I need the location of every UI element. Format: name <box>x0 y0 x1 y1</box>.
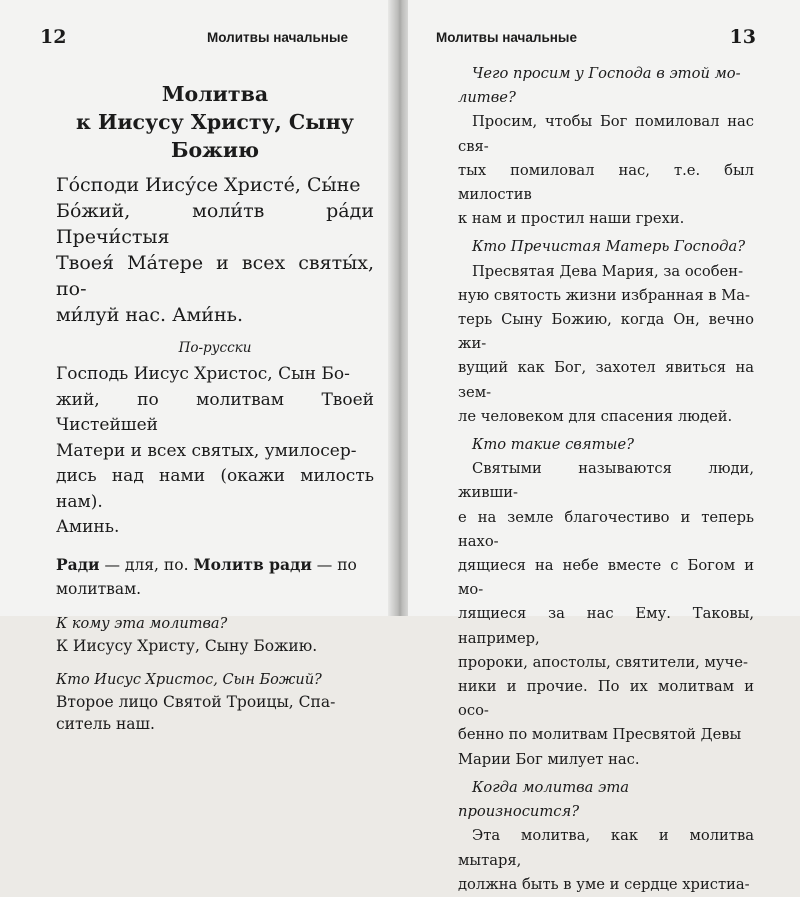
left-page <box>0 0 392 733</box>
answer-line: Просим, чтобы Бог помиловал нас свя- <box>458 113 754 155</box>
question-line: Чего просим у Господа в этой мо- <box>472 65 741 82</box>
answer-line: Второе лицо Святой Троицы, Спа- <box>56 692 336 711</box>
answer-line: е на земле благочестиво и теперь нахо- <box>458 508 754 550</box>
question-line: Кто Пречистая Матерь Господа? <box>472 238 746 256</box>
question-line: литве? <box>458 89 516 107</box>
left-running-header: Молитвы начальные <box>207 30 348 45</box>
translation-line: Матери и всех святых, умилосер- <box>56 440 357 461</box>
gloss-term: Молитв ради <box>193 554 312 574</box>
right-page-number: 13 <box>729 26 756 48</box>
gloss-line: молитвам. <box>56 579 142 598</box>
answer-line: ную святость жизни избранная в Ма- <box>458 286 750 304</box>
prayer-text <box>56 172 374 328</box>
translation-line: Аминь. <box>56 517 120 537</box>
answer-line: тых помиловал нас, т.е. был милостив <box>458 161 754 204</box>
answer-line: Пресвятая Дева Мария, за особен- <box>472 262 744 280</box>
qa-block <box>458 776 754 897</box>
translation-line: жий, по молитвам Твоей Чистейшей <box>56 389 374 435</box>
prayer-title-line: к Иисусу Христу, Сыну <box>76 110 354 134</box>
prayer-line: Го́споди Иису́се Христе́, Сы́не <box>56 174 361 196</box>
left-page-header <box>0 26 392 50</box>
prayer-line: ми́луй нас. Ами́нь. <box>56 304 243 326</box>
question-line: Кто такие святые? <box>472 436 635 454</box>
question: Кто Иисус Христос, Сын Божий? <box>56 671 322 688</box>
left-page-body <box>56 80 374 735</box>
answer-line: пророки, апостолы, святители, муче- <box>458 653 748 671</box>
qa-block <box>56 613 374 657</box>
answer: К Иисусу Христу, Сыну Божию. <box>56 636 318 655</box>
translation-line: Господь Иисус Христос, Сын Бо- <box>56 364 350 384</box>
right-page-header <box>408 26 800 50</box>
prayer-line: Бо́жий, моли́тв ра́ди Пречи́стыя <box>56 200 374 248</box>
answer-line: дящиеся на небе вместе с Богом и мо- <box>458 557 754 599</box>
translation-text <box>56 362 374 541</box>
right-running-header: Молитвы начальные <box>436 30 577 45</box>
left-page-number: 12 <box>40 26 67 48</box>
answer-line: бенно по молитвам Пресвятой Девы <box>458 726 742 744</box>
qa-block <box>56 669 374 735</box>
answer-line: вущий как Бог, захотел явиться на зем- <box>458 359 754 401</box>
answer-line: ситель наш. <box>56 714 155 733</box>
gloss-term: Ради <box>56 554 100 574</box>
answer-line: Марии Бог милует нас. <box>458 750 640 768</box>
answer-line: должна быть в уме и сердце христиа- <box>458 875 750 893</box>
prayer-title <box>56 80 374 164</box>
prayer-title-line: Божию <box>170 138 260 162</box>
gloss-definition: — для, по. <box>99 555 194 574</box>
answer-line: лящиеся за нас Ему. Таковы, например, <box>458 605 754 647</box>
qa-block <box>458 62 754 231</box>
question: К кому эта молитва? <box>56 615 228 632</box>
answer-line: терь Сыну Божию, когда Он, вечно жи- <box>458 311 754 353</box>
right-page-body <box>458 62 754 897</box>
answer-line: ники и прочие. По их молитвам и осо- <box>458 678 754 720</box>
answer-line: ле человеком для спасения людей. <box>458 407 733 425</box>
right-page <box>408 0 800 893</box>
prayer-title-line: Молитва <box>161 82 269 106</box>
gloss-definition: — по <box>311 555 357 574</box>
answer-line: Эта молитва, как и молитва мытаря, <box>458 827 754 869</box>
word-gloss <box>56 553 374 601</box>
question-line: Когда молитва эта произносится? <box>458 778 630 821</box>
translation-heading: По-русски <box>178 340 252 356</box>
qa-block <box>458 433 754 772</box>
translation-line: дись над нами (окажи милость нам). <box>56 466 374 512</box>
answer-line: Святыми называются люди, живши- <box>458 460 754 502</box>
answer-line: к нам и простил наши грехи. <box>458 210 685 228</box>
qa-block <box>458 235 754 429</box>
prayer-line: Твоея́ Ма́тере и всех святы́х, по- <box>56 252 374 300</box>
